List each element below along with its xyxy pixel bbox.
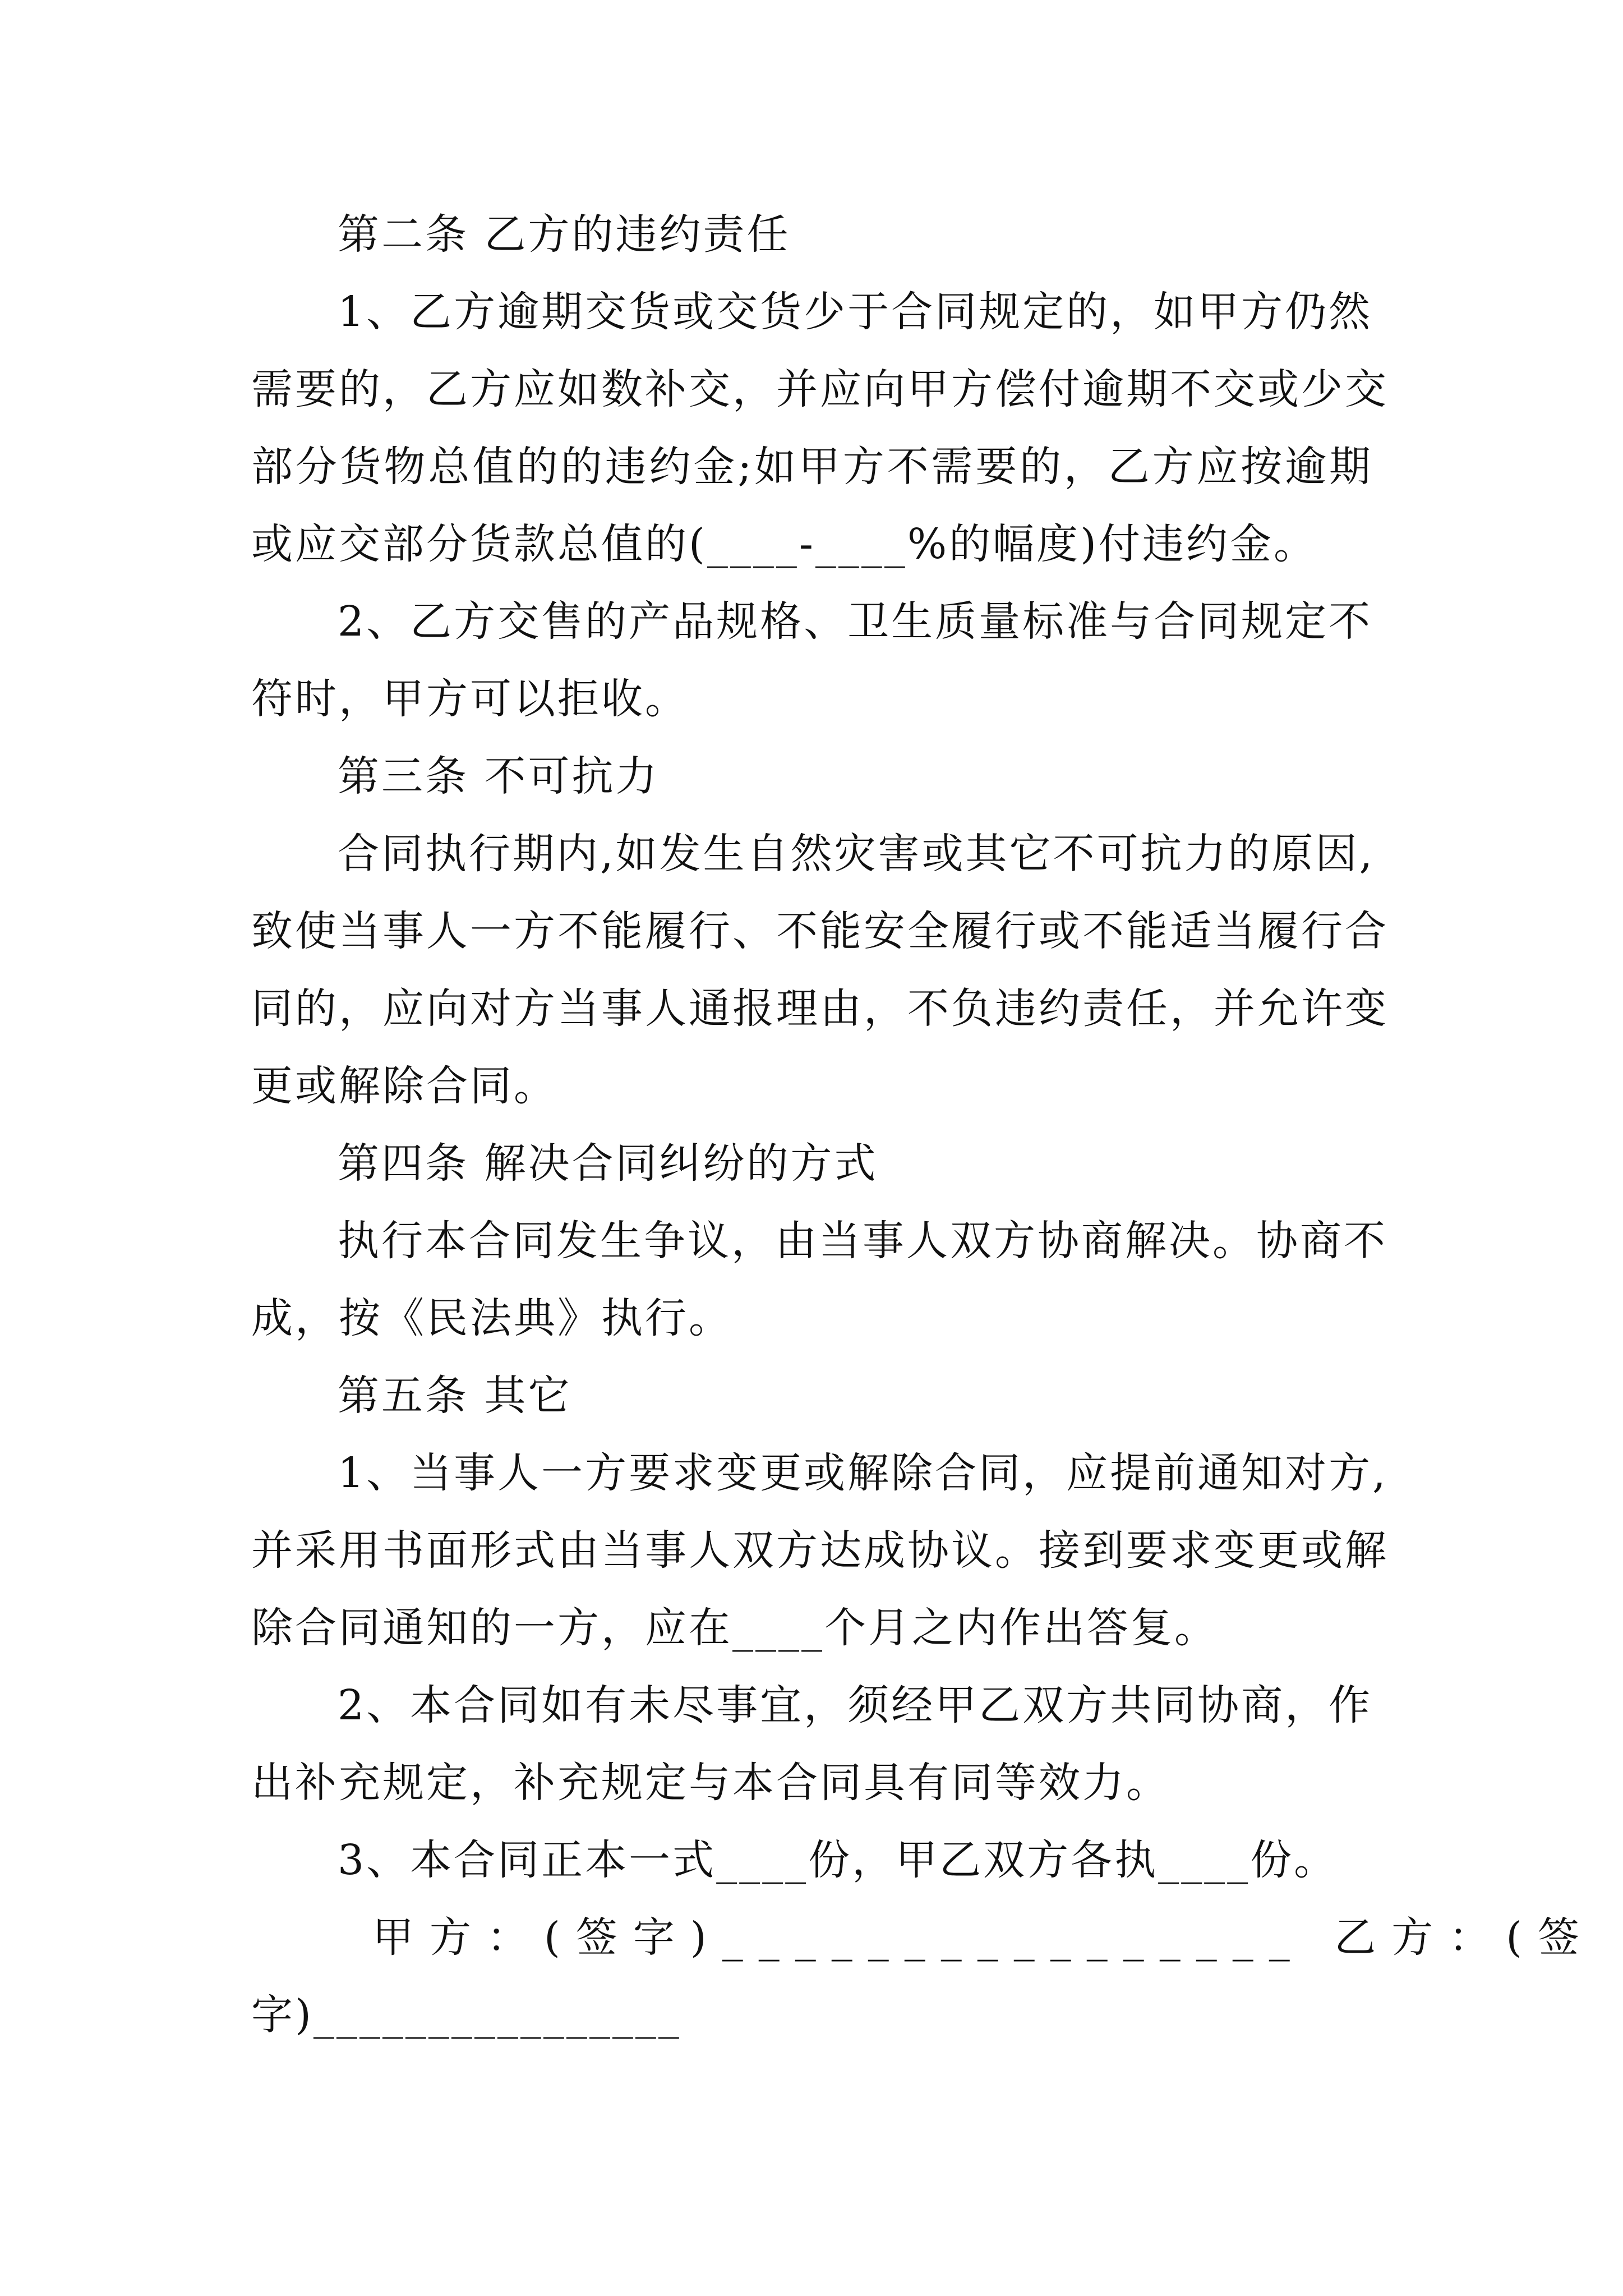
article-3-body-line-2: 致使当事人一方不能履行、不能安全履行或不能适当履行合 [251,907,1389,955]
article-4-body-line-2: 成，按《民法典》执行。 [251,1294,732,1342]
article-3-body-line-4: 更或解除合同。 [251,1062,557,1110]
article-5-item-2-line-1: 2、本合同如有未尽事宜，须经甲乙双方共同协商，作 [338,1681,1373,1729]
article-5-item-3-line-1: 3、本合同正本一式____份，甲乙双方各执____份。 [338,1836,1338,1884]
article-2-item-2-line-1: 2、乙方交售的产品规格、卫生质量标准与合同规定不 [338,597,1373,646]
article-2-item-1-line-2: 需要的，乙方应如数补交，并应向甲方偿付逾期不交或少交 [251,365,1389,413]
article-5-item-1-line-1: 1、当事人一方要求变更或解除合同，应提前通知对方, [338,1449,1388,1497]
article-2-item-1-line-4: 或应交部分货款总值的(____-____%的幅度)付违约金。 [251,520,1318,568]
article-2-item-1-line-1: 1、乙方逾期交货或交货少于合同规定的，如甲方仍然 [338,288,1373,336]
article-5-item-1-line-3: 除合同通知的一方，应在____个月之内作出答复。 [251,1604,1218,1652]
article-2-item-2-line-2: 符时，甲方可以拒收。 [251,675,689,723]
article-3-body-line-3: 同的，应向对方当事人通报理由，不负违约责任，并允许变 [251,984,1389,1033]
article-4-heading: 第四条 解决合同纠纷的方式 [338,1139,878,1188]
signature-line-2: 字)________________ [251,1991,681,2039]
article-2-heading: 第二条 乙方的违约责任 [338,210,791,259]
article-3-heading: 第三条 不可抗力 [338,752,660,800]
article-5-item-1-line-2: 并采用书面形式由当事人双方达成协议。接到要求变更或解 [251,1526,1389,1575]
article-5-item-2-line-2: 出补充规定，补充规定与本合同具有同等效力。 [251,1759,1170,1807]
article-5-heading: 第五条 其它 [338,1372,572,1420]
article-4-body-line-1: 执行本合同发生争议，由当事人双方协商解决。协商不 [338,1217,1387,1265]
signature-line-1: 甲方：(签字)________________ 乙方：(签 [372,1913,1596,1962]
article-3-body-line-1: 合同执行期内,如发生自然灾害或其它不可抗力的原因, [338,830,1375,878]
article-2-item-1-line-3: 部分货物总值的的违约金;如甲方不需要的，乙方应按逾期 [251,443,1373,491]
